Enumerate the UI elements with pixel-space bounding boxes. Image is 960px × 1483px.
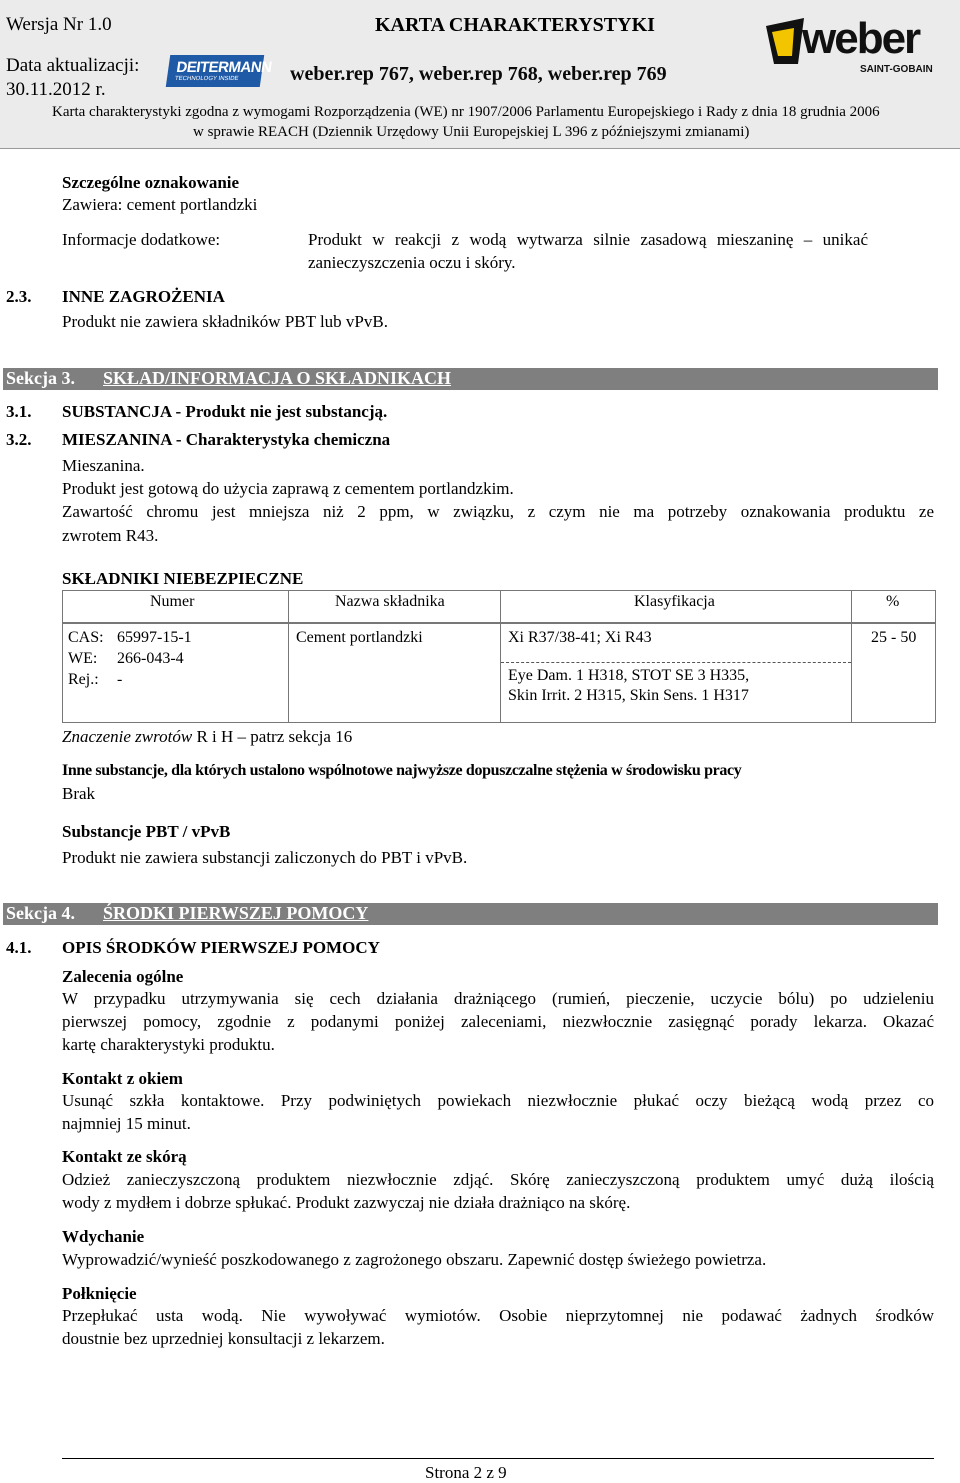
- ingestion-line-1: Przepłukać usta wodą. Nie wywoływać wymiotów. Osobie nieprzytomnej nie podawać żadnych środków: [62, 1306, 934, 1325]
- classification-h-phrases-line-2: Skin Irrit. 2 H315, Skin Sens. 1 H317: [508, 687, 749, 704]
- subsection-2-3-number: 2.3.: [6, 287, 32, 306]
- eye-contact-heading: Kontakt z okiem: [62, 1069, 183, 1088]
- component-percent: 25 - 50: [871, 629, 917, 646]
- chromium-note-line-1: Zawartość chromu jest mniejsza niż 2 ppm, w związku, z czym nie ma potrzeby oznakowania produktu ze: [62, 502, 934, 521]
- update-date-label: Data aktualizacji:: [6, 55, 140, 76]
- footer-rule: [62, 1458, 934, 1459]
- subsection-3-2-number: 3.2.: [6, 430, 32, 449]
- skin-contact-line-1: Odzież zanieczyszczoną produktem niezwłocznie zdjąć. Skórę zanieczyszczoną produktem umyć dużą ilością: [62, 1170, 934, 1189]
- classification-separator: [501, 662, 851, 663]
- phrases-note: [62, 727, 352, 747]
- general-advice-heading: Zalecenia ogólne: [62, 967, 184, 986]
- subsection-4-1-number: 4.1.: [6, 938, 32, 957]
- deitermann-logo-subtext: TECHNOLOGY INSIDE: [174, 76, 239, 82]
- version-label: Wersja Nr 1.0: [6, 14, 112, 35]
- table-divider: [500, 622, 501, 723]
- skin-contact-heading: Kontakt ze skórą: [62, 1147, 187, 1166]
- subsection-3-1-title: SUBSTANCJA - Produkt nie jest substancją.: [62, 402, 388, 421]
- mixture-description: Produkt jest gotową do użycia zaprawą z cementem portlandzkim.: [62, 479, 514, 498]
- eye-contact-line-1: Usunąć szkła kontaktowe. Przy podwiniętych powiekach niezwłocznie płukać oczy bieżącą wodą przez co: [62, 1091, 934, 1110]
- we-number: 266-043-4: [117, 650, 184, 667]
- rej-label: Rej.:: [68, 671, 99, 688]
- other-substances-heading: Inne substancje, dla których ustalono wspólnotowe najwyższe dopuszczalne stężenia w środowisku pracy: [62, 762, 742, 779]
- skin-contact-line-2: wody z mydłem i dobrze spłukać. Produkt zazwyczaj nie działa drażniąco na skórę.: [62, 1193, 631, 1212]
- subsection-2-3-text: Produkt nie zawiera składników PBT lub vPvB.: [62, 312, 388, 331]
- component-name: Cement portlandzki: [296, 629, 423, 646]
- weber-logo-subtext: SAINT-GOBAIN: [860, 64, 933, 75]
- product-names: weber.rep 767, weber.rep 768, weber.rep 769: [290, 63, 667, 85]
- weber-logo-text: weber: [802, 14, 920, 63]
- ingestion-line-2: doustnie bez uprzedniej konsultacji z lekarzem.: [62, 1329, 385, 1348]
- page-number: Strona 2 z 9: [425, 1463, 507, 1482]
- subsection-4-1-title: OPIS ŚRODKÓW PIERWSZEJ POMOCY: [62, 938, 380, 957]
- column-header-name: Nazwa składnika: [335, 593, 445, 610]
- column-header-number: Numer: [150, 593, 195, 610]
- section-3-header-bar: [3, 368, 938, 390]
- additional-info-line-2: zanieczyszczenia oczu i skóry.: [308, 253, 516, 272]
- subsection-3-1-number: 3.1.: [6, 402, 32, 421]
- rej-number: -: [117, 671, 123, 688]
- we-label: WE:: [68, 650, 98, 667]
- cas-label: CAS:: [68, 629, 104, 646]
- table-divider: [288, 622, 289, 723]
- ingestion-heading: Połknięcie: [62, 1284, 137, 1303]
- classification-r-phrases: Xi R37/38-41; Xi R43: [508, 629, 652, 646]
- general-advice-line-2: pierwszej pomocy, zgodnie z podanymi poniżej zaleceniami, niezwłocznie zasięgnąć porady lekarza. Okazać: [62, 1012, 934, 1031]
- section-4-title: ŚRODKI PIERWSZEJ POMOCY: [103, 903, 369, 923]
- phrases-note-rest: R i H – patrz sekcja 16: [192, 727, 353, 746]
- additional-info-label: Informacje dodatkowe:: [62, 230, 221, 249]
- section-3-title: SKŁAD/INFORMACJA O SKŁADNIKACH: [103, 368, 452, 388]
- document-title: KARTA CHARAKTERYSTYKI: [375, 14, 655, 36]
- deitermann-logo-text: DEITERMANN: [175, 59, 273, 76]
- eye-contact-line-2: najmniej 15 minut.: [62, 1114, 191, 1133]
- special-marking-heading: Szczególne oznakowanie: [62, 173, 240, 192]
- deitermann-logo: [166, 55, 273, 87]
- table-row: [62, 622, 936, 723]
- inhalation-text: Wyprowadzić/wynieść poszkodowanego z zagrożonego obszaru. Zapewnić dostęp świeżego powietrza.: [62, 1250, 767, 1269]
- inhalation-heading: Wdychanie: [62, 1227, 145, 1246]
- regulation-line-1: Karta charakterystyki zgodna z wymogami Rozporządzenia (WE) nr 1907/2006 Parlamentu Europejskiego i Rady z dnia 18 grudnia 2006: [52, 104, 880, 120]
- subsection-3-2-title: MIESZANINA - Charakterystyka chemiczna: [62, 430, 391, 449]
- other-substances-text: Brak: [62, 784, 96, 803]
- additional-info-line-1: Produkt w reakcji z wodą wytwarza silnie zasadową mieszaninę – unikać: [308, 230, 868, 249]
- classification-h-phrases-line-1: Eye Dam. 1 H318, STOT SE 3 H335,: [508, 667, 750, 684]
- table-divider: [500, 590, 501, 624]
- general-advice-line-1: W przypadku utrzymywania się cech działania drażniącego (rumień, pieczenie, uczycie bólu) po udzieleniu: [62, 989, 934, 1008]
- update-date-value: 30.11.2012 r.: [6, 79, 106, 100]
- regulation-line-2: w sprawie REACH (Dziennik Urzędowy Unii Europejskiej L 396 z późniejszymi zmianami): [193, 124, 750, 140]
- subsection-2-3-title: INNE ZAGROŻENIA: [62, 287, 225, 306]
- weber-logo: [764, 16, 944, 86]
- table-divider: [851, 622, 852, 723]
- column-header-classification: Klasyfikacja: [634, 593, 715, 610]
- section-4-header-bar: [3, 903, 938, 925]
- pbt-heading: Substancje PBT / vPvB: [62, 822, 231, 841]
- section-4-label: Sekcja 4.: [6, 903, 75, 923]
- pbt-text: Produkt nie zawiera substancji zaliczonych do PBT i vPvB.: [62, 848, 468, 867]
- general-advice-line-3: kartę charakterystyki produktu.: [62, 1035, 275, 1054]
- table-divider: [288, 590, 289, 624]
- mixture-text: Mieszanina.: [62, 456, 145, 475]
- column-header-percent: %: [886, 593, 900, 610]
- table-divider: [851, 590, 852, 624]
- hazardous-components-heading: SKŁADNIKI NIEBEZPIECZNE: [62, 569, 304, 588]
- section-3-label: Sekcja 3.: [6, 368, 75, 388]
- special-marking-contains: Zawiera: cement portlandzki: [62, 195, 258, 214]
- cas-number: 65997-15-1: [117, 629, 192, 646]
- phrases-note-italic: Znaczenie zwrotów: [62, 727, 193, 746]
- chromium-note-line-2: zwrotem R43.: [62, 526, 159, 545]
